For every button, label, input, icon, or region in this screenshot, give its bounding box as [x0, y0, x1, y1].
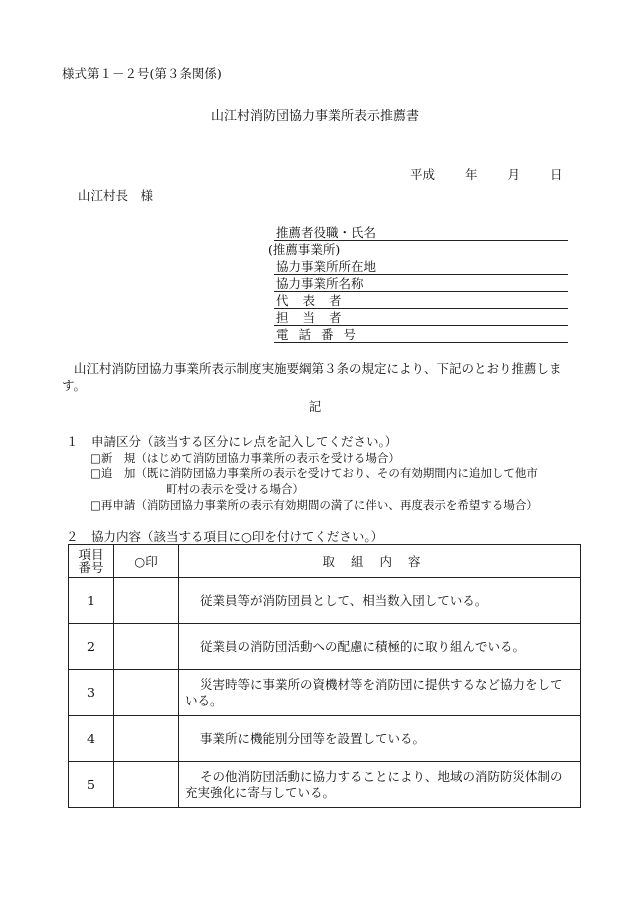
ki-heading: 記	[308, 399, 322, 414]
col-content: 取組内容	[179, 545, 581, 578]
section1-heading: １ 申請区分（該当する区分にレ点を記入してください。）	[66, 434, 398, 449]
option-reapply[interactable]: □再申請（消防団協力事業所の表示有効期間の満了に伴い、再度表示を希望する場合）	[90, 498, 538, 512]
table-row	[69, 762, 581, 808]
recommender-sub-label: (推薦事業所)	[268, 242, 341, 257]
row-number: 5	[69, 762, 114, 808]
address-label: 協力事業所所在地	[276, 259, 377, 274]
row-mark-cell[interactable]	[114, 578, 179, 624]
person-in-charge-row[interactable]	[268, 309, 568, 326]
row-content: 災害時等に事業所の資機材等を消防団に提供するなど協力をしている。	[179, 670, 581, 716]
recommender-title-name-label: 推薦者役職・氏名	[276, 225, 377, 240]
recommender-sub-row	[268, 241, 568, 258]
table-row	[69, 624, 581, 670]
company-row[interactable]	[268, 275, 568, 292]
representative-row[interactable]	[268, 292, 568, 309]
option-new[interactable]: □新 規（はじめて消防団協力事業所の表示を受ける場合）	[90, 451, 400, 465]
company-label: 協力事業所名称	[276, 276, 364, 291]
row-content: 事業所に機能別分団等を設置している。	[179, 716, 581, 762]
row-number: 3	[69, 670, 114, 716]
form-number: 様式第１－２号(第３条関係)	[62, 66, 222, 81]
row-mark-cell[interactable]	[114, 762, 179, 808]
row-content: その他消防団活動に協力することにより、地域の消防防災体制の充実強化に寄与している。	[179, 762, 581, 808]
row-mark-cell[interactable]	[114, 716, 179, 762]
row-mark-cell[interactable]	[114, 624, 179, 670]
addressee: 山江村長 様	[78, 188, 154, 203]
option-additional[interactable]: □追 加（既に消防団協力事業所の表示を受けており、その有効期間内に追加して他市	[90, 466, 538, 480]
address-row[interactable]	[268, 258, 568, 275]
row-mark-cell[interactable]	[114, 670, 179, 716]
recommender-title-name-row[interactable]	[268, 224, 568, 241]
table-row	[69, 716, 581, 762]
cooperation-table	[68, 544, 581, 808]
date-day: 日	[550, 167, 563, 182]
option-additional-cont: 町村の表示を受ける場合）	[166, 482, 304, 496]
row-number: 4	[69, 716, 114, 762]
date-year: 年	[465, 167, 478, 182]
row-content: 従業員の消防団活動への配慮に積極的に取り組んでいる。	[179, 624, 581, 670]
date-month: 月	[507, 167, 521, 182]
date-era: 平成	[410, 167, 436, 182]
phone-label: 電話番号	[276, 327, 367, 342]
section2-heading: ２ 協力内容（該当する項目に○印を付けてください。）	[66, 529, 384, 544]
table-row	[69, 670, 581, 716]
representative-label: 代表者	[276, 293, 356, 308]
row-number: 1	[69, 578, 114, 624]
row-number: 2	[69, 624, 114, 670]
row-content: 従業員等が消防団員として、相当数入団している。	[179, 578, 581, 624]
col-number: 項目 番号	[69, 545, 114, 578]
date-line	[410, 165, 563, 183]
document-title: 山江村消防団協力事業所表示推薦書	[210, 109, 419, 124]
col-mark: ○印	[114, 545, 179, 578]
table-header-row	[69, 545, 581, 578]
recommender-block	[268, 224, 568, 343]
phone-row[interactable]	[268, 326, 568, 343]
body-paragraph: 山江村消防団協力事業所表示制度実施要綱第３条の規定により、下記のとおり推薦します。	[62, 361, 562, 393]
person-in-charge-label: 担当者	[276, 310, 356, 325]
table-row	[69, 578, 581, 624]
